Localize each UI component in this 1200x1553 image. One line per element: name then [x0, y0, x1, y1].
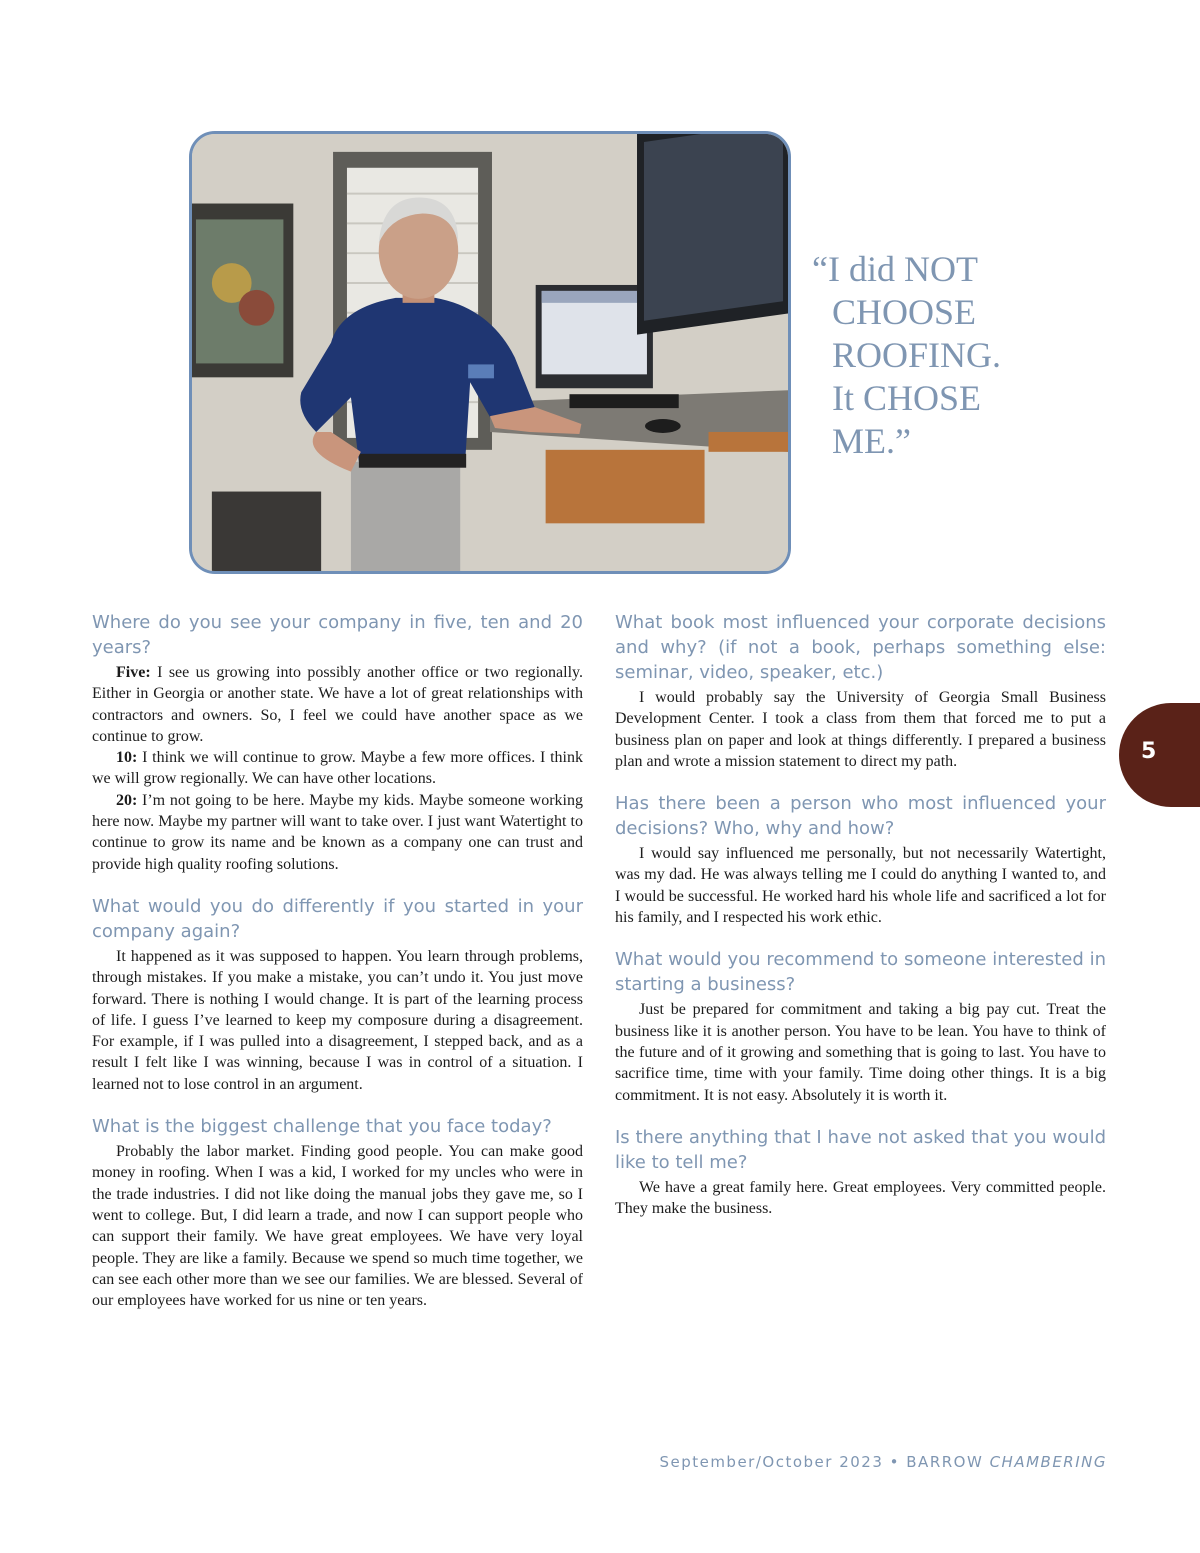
- question-heading: What book most influenced your corporate decisions and why? (if not a book, perhaps something else: seminar, video, speaker, etc.): [615, 612, 1106, 683]
- footer-publication: BARROW: [906, 1453, 990, 1471]
- feature-photo: [189, 131, 791, 574]
- footer-date: September/October 2023: [659, 1453, 884, 1471]
- footer-separator: •: [883, 1453, 907, 1471]
- question-heading: What would you recommend to someone interested in starting a business?: [615, 949, 1106, 996]
- answer-paragraph: It happened as it was supposed to happen. You learn through problems, through mistakes. If you make a mistake, you can’t undo it. You just move forward. There is nothing I would change. It is part of the learning process of life. I guess I’ve learned to keep my composure during a disagreement. For example, if I was pulled into a disagreement, I stepped back, and as a result I felt like I was winning, because I was in control of a situation. I learned not to lose control in an argument.: [92, 947, 583, 1093]
- pull-quote-line: ME.”: [832, 421, 911, 461]
- answer-paragraph: [92, 662, 583, 747]
- answer-label: Five:: [116, 664, 151, 681]
- answer-paragraph: [92, 747, 583, 790]
- pull-quote-line: “I did NOT: [812, 249, 978, 289]
- answer-text: I’m not going to be here. Maybe my kids. Maybe someone working here now. Maybe my partner will want to take over. I just want Watertight to continue to grow its name and be known as a company one can trust and provide high quality roofing solutions.: [92, 791, 583, 873]
- right-column: [615, 610, 1106, 1219]
- answer-paragraph: I would say influenced me personally, but not necessarily Watertight, was my dad. He was always telling me I could do anything I wanted to, and I would be successful. He worked hard his whole life and sacrificed a lot for his family, and I respected his work ethic.: [615, 845, 1106, 927]
- answer-label: 10:: [116, 749, 138, 767]
- answer-paragraph: Probably the labor market. Finding good people. You can make good money in roofing. When I was a kid, I worked for my uncles who were in the trade industries. I did not like doing the manual jobs they gave me, so I went to college. But, I did learn a trade, and now I can support people who can support their family. We have great employees. We have very loyal people. They are like a family. Because we spend so much time together, we can see each other more than we see our families. We are blessed. Several of our employees have worked for us nine or ten years.: [92, 1143, 583, 1310]
- question-heading: What is the biggest challenge that you face today?: [92, 1116, 552, 1138]
- question-heading: Is there anything that I have not asked that you would like to tell me?: [615, 1126, 1106, 1173]
- pull-quote: [812, 248, 1072, 463]
- answer-label: 20:: [116, 791, 138, 809]
- answer-text: I think we will continue to grow. Maybe a few more offices. I think we will grow regionally. We can have other locations.: [92, 749, 583, 788]
- answer-text: I see us growing into possibly another office or two regionally. Either in Georgia or another state. We have a lot of great relationships with contractors and owners. So, I feel we could have another space as we continue to grow.: [92, 664, 583, 745]
- pull-quote-line: It CHOSE: [832, 378, 982, 418]
- answer-paragraph: [92, 790, 583, 875]
- photo-man-in-office-icon: [192, 134, 788, 571]
- answer-paragraph: Just be prepared for commitment and taking a big pay cut. Treat the business like it is another person. You have to be lean. You have to think of the future and of it growing and something that is going to last. You have to sacrifice time, time with your family. Time doing other things. It is a big commitment. It is not easy. Absolutely it is worth it.: [615, 1001, 1106, 1104]
- page-number: 5: [1141, 739, 1157, 764]
- footer-publication-italic: CHAMBERING: [989, 1453, 1107, 1471]
- pull-quote-line: CHOOSE: [832, 292, 977, 332]
- footer: [659, 1453, 1107, 1471]
- answer-paragraph: I would probably say the University of Georgia Small Business Development Center. I took a class from them that forced me to put a business plan on paper and look at things differently. I prepared a business plan and wrote a mission statement to direct my path.: [615, 689, 1106, 770]
- question-heading: Has there been a person who most influenced your decisions? Who, why and how?: [615, 793, 1106, 840]
- page-number-tab: [1119, 703, 1200, 807]
- question-heading: Where do you see your company in five, ten and 20 years?: [92, 612, 583, 658]
- pull-quote-line: ROOFING.: [832, 335, 1002, 375]
- question-heading: What would you do differently if you started in your company again?: [92, 895, 583, 942]
- left-column: [92, 610, 583, 1311]
- answer-paragraph: We have a great family here. Great employees. Very committed people. They make the business.: [615, 1178, 1106, 1218]
